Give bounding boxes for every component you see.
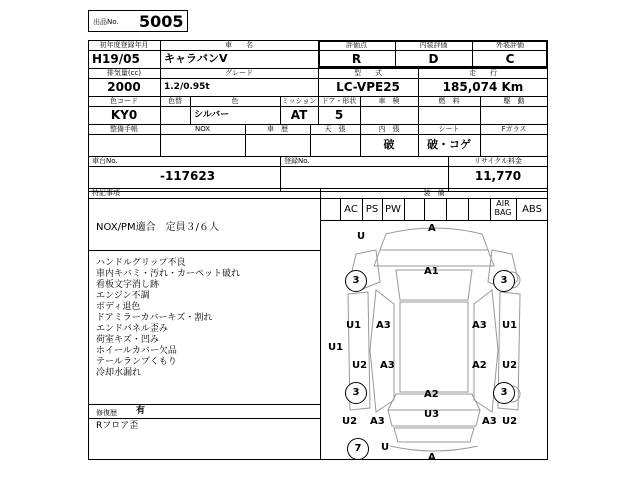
damage-mark: U2 [342,416,358,427]
damage-mark: U2 [502,416,518,427]
damage-mark: A3 [380,360,395,371]
recycle-fee-value: 11,770 [474,169,522,183]
equip-abs: ABS [522,204,542,215]
first-reg-value: H19/05 [92,52,140,66]
header-mileage: 走 行 [469,69,497,77]
header-model: 型 式 [354,69,382,77]
damage-mark: U1 [328,342,344,353]
damage-mark: A3 [482,416,497,427]
chassis-no-value: -117623 [160,169,216,183]
header-headliner: 天 張 [324,125,346,133]
header-color-code: 色コード [110,97,138,105]
header-inspection: 車 検 [378,97,400,105]
damage-mark: U2 [352,360,368,371]
header-drive: 駆 動 [503,97,525,105]
damage-note: ホイールカバー欠品 [96,346,177,356]
damage-mark-circled: 3 [345,270,367,292]
damage-mark: A3 [472,320,487,331]
lot-box [88,10,188,32]
damage-note: 冷却水漏れ [96,368,142,378]
header-history: 車 歴 [267,125,288,133]
repair-label: 修復歴 [96,409,117,417]
doors-value: 5 [334,108,344,122]
damage-mark-circled: 7 [347,438,369,460]
equip-pw: PW [385,204,401,215]
seat-value: 破・コゲ [427,138,471,151]
interior-value: D [428,52,439,66]
header-registration-no: 登録No. [284,157,310,165]
score-value: R [351,52,362,66]
damage-mark: U1 [502,320,518,331]
damage-note: ドアミラーカバーキズ・割れ [96,313,213,323]
equipment-header: 装 備 [423,189,445,197]
header-score: 評価点 [346,41,367,49]
damage-note: テールランプくもり [96,357,177,367]
lot-label: 出品No. [93,18,119,26]
grade-value: 1.2/0.95t [164,82,210,92]
header-first-reg: 初年度登録年月 [99,41,149,49]
damage-mark: A3 [370,416,385,427]
header-windshield: Fガラス [501,125,527,133]
header-color-change: 色替 [168,97,182,105]
equip-ac: AC [344,204,358,215]
header-transmission: ミッション [281,97,317,105]
damage-mark: A1 [424,266,439,277]
exterior-value: C [505,52,515,66]
damage-mark-circled: 3 [493,382,515,404]
damage-notes-list [96,258,240,379]
repair-value: 有 [136,406,146,416]
header-recycle-fee: リサイクル料金 [473,157,523,165]
damage-mark: A2 [424,389,439,400]
color-value: シルバー [194,110,230,120]
header-grade: グレード [225,69,253,77]
damage-mark: U2 [502,360,518,371]
damage-note: 車内キバミ・汚れ・カーペット破れ [96,269,241,279]
equip-ps: PS [365,204,379,215]
damage-mark: U3 [424,409,440,420]
mileage-value: 185,074 Km [442,80,524,94]
header-car-name: 車 名 [225,41,253,49]
damage-note: ボディ退色 [96,302,141,312]
header-doors: ドア・形状 [321,97,357,105]
damage-mark: A [428,452,436,463]
header-displacement: 排気量(cc) [106,69,142,77]
transmission-value: AT [290,108,308,122]
damage-note: 荷室キズ・凹み [96,335,159,345]
notes-header: 特記事項 [92,189,120,197]
damage-note: エンドパネル歪み [96,324,168,334]
interior-trim-value: 破 [383,138,395,151]
displacement-value: 2000 [107,80,141,94]
header-chassis-no: 車台No. [92,157,118,165]
header-interior-trim: 内 張 [378,125,400,133]
damage-mark-circled: 3 [345,382,367,404]
damage-note: 看板文字消し跡 [96,280,160,290]
header-color: 色 [231,97,239,105]
header-fuel: 燃 料 [438,97,460,105]
damage-note: ハンドルグリップ不良 [96,258,186,268]
damage-mark: U [381,442,390,453]
header-interior: 内装評価 [419,41,448,49]
damage-note: エンジン不調 [96,291,150,301]
damage-mark: A [428,223,436,234]
damage-mark-circled: 3 [493,270,515,292]
damage-mark: A2 [472,360,487,371]
header-maintenance-book: 整備手帳 [110,125,138,133]
lot-number: 5005 [139,12,184,31]
damage-mark: U [357,231,366,242]
repair-detail: Rフロア歪 [96,421,139,431]
header-nox: NOX [194,125,211,133]
header-seat: シート [438,125,460,133]
special-line: NOX/PM適合 定員３/６人 [96,222,219,233]
car-name-value: キャラバンV [164,52,228,65]
header-exterior: 外装評価 [496,41,524,49]
color-code-value: KY0 [110,108,138,122]
equip-airbag: AIR BAG [494,199,512,217]
damage-mark: U1 [346,320,362,331]
damage-mark: A3 [376,320,391,331]
model-value: LC-VPE25 [336,80,400,94]
